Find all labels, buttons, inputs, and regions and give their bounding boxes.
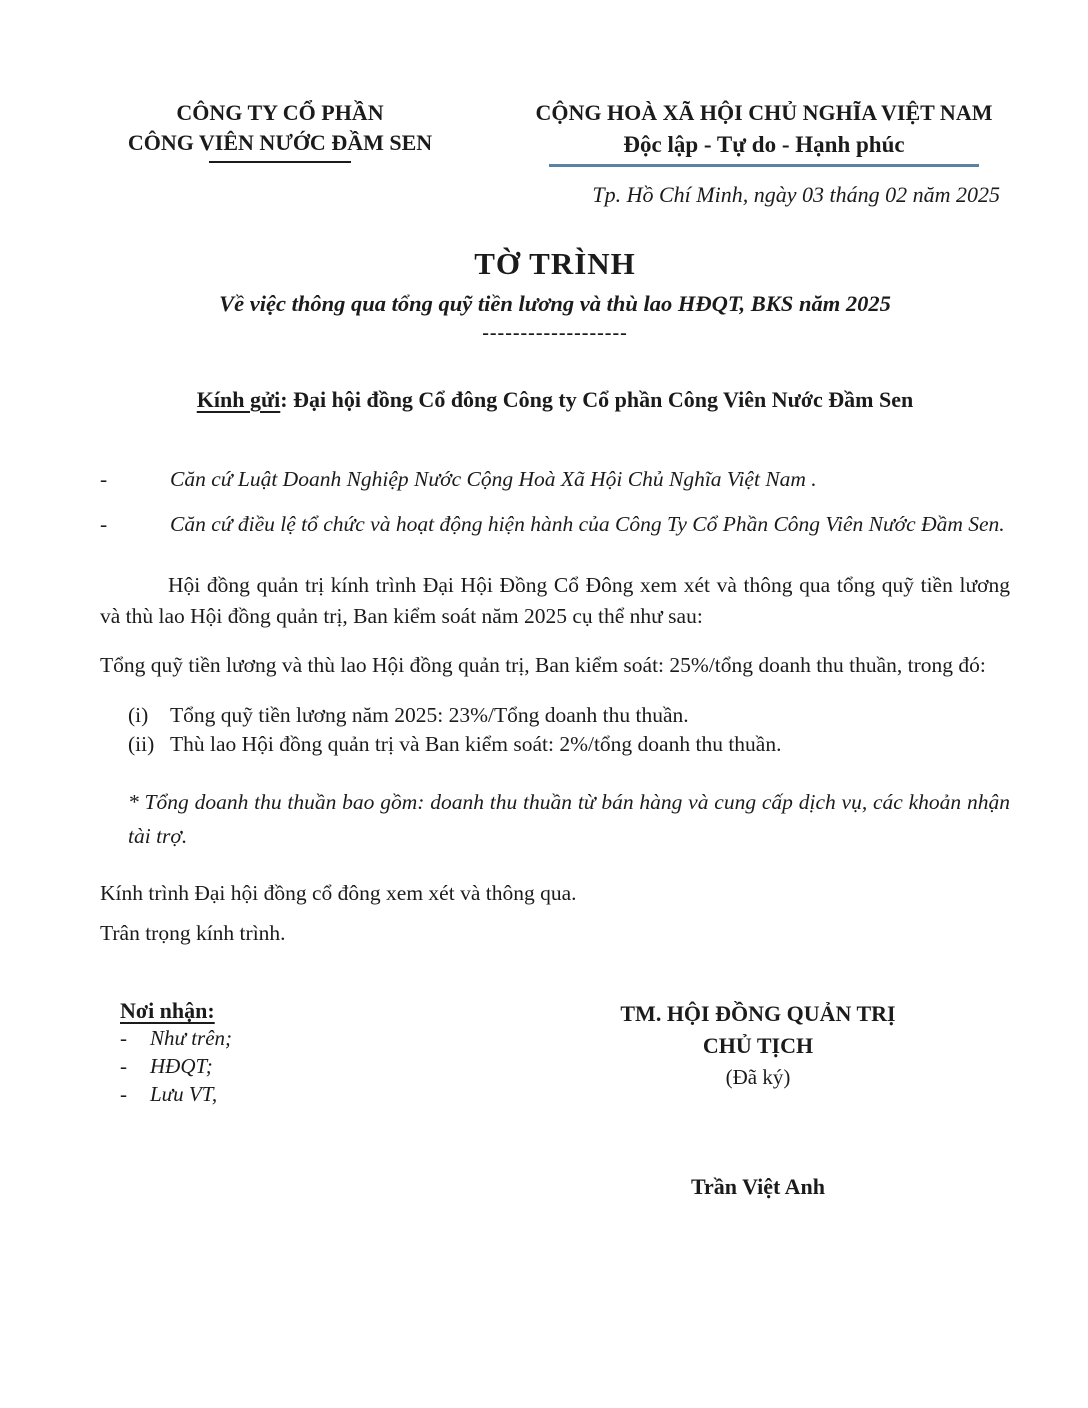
title-divider-dashes: -------------------	[482, 322, 628, 344]
recipient-text: Như trên;	[150, 1026, 233, 1050]
closing-respect-line: Trân trọng kính trình.	[100, 921, 286, 945]
national-title: CỘNG HOÀ XÃ HỘI CHỦ NGHĨA VIỆT NAM	[535, 100, 993, 125]
salutation-text: : Đại hội đồng Cổ đông Công ty Cổ phần Công Viên Nước Đầm Sen	[280, 387, 914, 412]
dateline: Tp. Hồ Chí Minh, ngày 03 tháng 02 năm 2025	[592, 182, 1000, 207]
recipient-item	[120, 1024, 420, 1052]
list-dash-marker: -	[100, 512, 108, 536]
body-paragraph-total-fund: Tổng quỹ tiền lương và thù lao Hội đồng quản trị, Ban kiểm soát: 25%/tổng doanh thu thuần, trong đó:	[100, 653, 986, 677]
recipients-label: Nơi nhận:	[120, 998, 215, 1023]
list-dash-marker: -	[100, 467, 108, 491]
legal-basis-item	[100, 465, 1010, 493]
list-item-text: Tổng quỹ tiền lương năm 2025: 23%/Tổng doanh thu thuần.	[170, 703, 689, 727]
recipients-block	[120, 998, 420, 1108]
legal-basis-text: Căn cứ điều lệ tổ chức và hoạt động hiện hành của Công Ty Cổ Phần Công Viên Nước Đầm Sen.	[170, 512, 1005, 536]
list-marker: (ii)	[128, 732, 155, 756]
signature-role: CHỦ TỊCH	[702, 1033, 814, 1058]
company-header	[100, 98, 460, 163]
legal-bases-list	[100, 465, 1010, 538]
body-paragraph-proposal: Hội đồng quản trị kính trình Đại Hội Đồng Cổ Đông xem xét và thông qua tổng quỹ tiền lương và thù lao Hội đồng quản trị, Ban kiểm soát năm 2025 cụ thể như sau:	[100, 573, 1010, 628]
legal-basis-text: Căn cứ Luật Doanh Nghiệp Nước Cộng Hoà Xã Hội Chủ Nghĩa Việt Nam .	[170, 467, 817, 491]
list-dash-marker: -	[120, 1082, 127, 1106]
list-item-text: Thù lao Hội đồng quản trị và Ban kiểm soát: 2%/tổng doanh thu thuần.	[170, 732, 782, 756]
salutation-line	[100, 387, 1010, 413]
recipient-item	[120, 1080, 420, 1108]
recipient-item	[120, 1052, 420, 1080]
recipient-text: HĐQT;	[150, 1054, 213, 1078]
signature-org: TM. HỘI ĐỒNG QUẢN TRỊ	[620, 1001, 896, 1026]
signature-signed-note: (Đã ký)	[725, 1065, 791, 1089]
motto-underline	[549, 164, 979, 167]
company-type: CÔNG TY CỔ PHẦN	[176, 100, 384, 125]
national-header	[518, 98, 1010, 167]
recipient-text: Lưu VT,	[150, 1082, 218, 1106]
revenue-definition-note: * Tổng doanh thu thuần bao gồm: doanh thu thuần từ bán hàng và cung cấp dịch vụ, các khoản nhận tài trợ.	[128, 790, 1010, 848]
salutation-label: Kính gửi	[196, 387, 281, 412]
list-item	[128, 701, 1010, 730]
document-title: TỜ TRÌNH	[474, 246, 636, 281]
list-marker: (i)	[128, 703, 149, 727]
closing-request-line: Kính trình Đại hội đồng cổ đông xem xét và thông qua.	[100, 881, 577, 905]
list-item	[128, 730, 1010, 759]
company-underline	[209, 161, 351, 163]
national-motto: Độc lập - Tự do - Hạnh phúc	[623, 132, 905, 157]
document-footer	[100, 998, 1010, 1200]
signature-block	[538, 998, 978, 1200]
legal-basis-item	[100, 510, 1010, 538]
signature-name: Trần Việt Anh	[690, 1174, 826, 1199]
fund-breakdown-list	[128, 701, 1010, 759]
company-name: CÔNG VIÊN NƯỚC ĐẦM SEN	[127, 130, 433, 155]
document-subtitle: Về việc thông qua tổng quỹ tiền lương và thù lao HĐQT, BKS năm 2025	[219, 291, 891, 316]
document-header	[100, 98, 1010, 167]
list-dash-marker: -	[120, 1026, 127, 1050]
list-dash-marker: -	[120, 1054, 127, 1078]
